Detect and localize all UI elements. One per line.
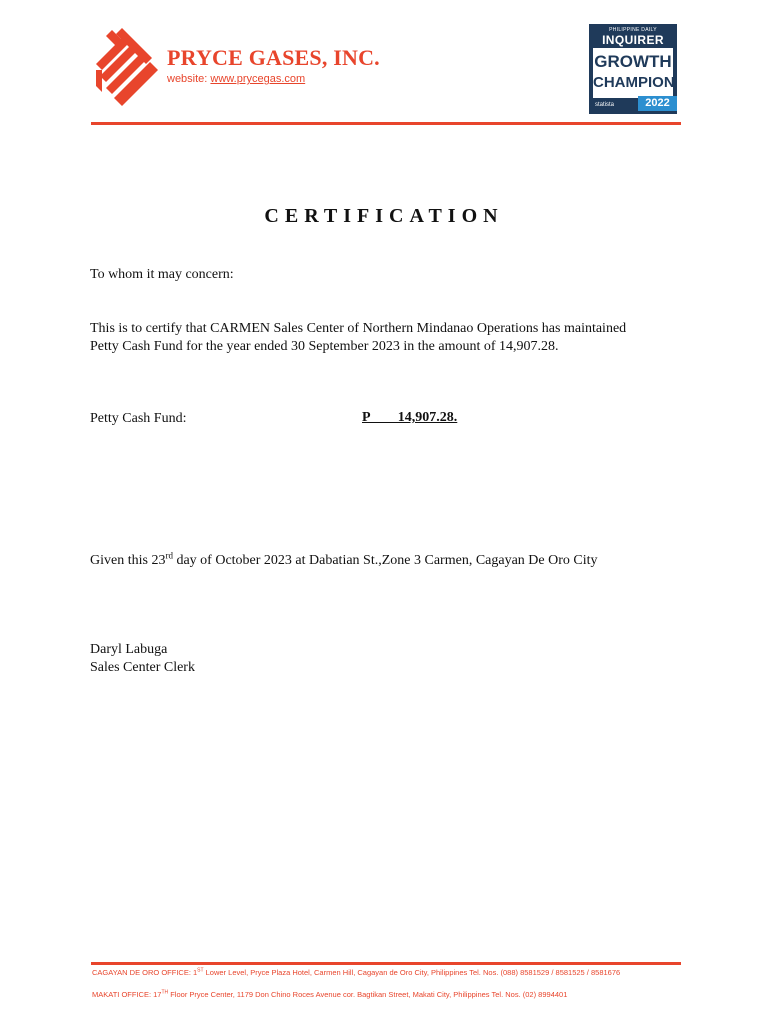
- given-suffix: day of October 2023 at Dabatian St.,Zone 3 Carmen, Cagayan De Oro City: [172, 553, 598, 568]
- badge-line1: GROWTH: [594, 52, 672, 71]
- cdo-prefix: CAGAYAN DE ORO OFFICE: 1: [92, 968, 198, 977]
- growth-champion-badge: [589, 24, 677, 114]
- footer-divider: [91, 962, 681, 965]
- badge-year: 2022: [638, 96, 677, 111]
- body-line-1: This is to certify that CARMEN Sales Center of Northern Mindanao Operations has maintained: [90, 321, 627, 336]
- badge-publisher-small: PHILIPPINE DAILY: [609, 27, 657, 33]
- header-divider: [91, 122, 681, 125]
- salutation: To whom it may concern:: [90, 267, 234, 282]
- makati-ordinal: TH: [161, 989, 169, 996]
- footer-cdo-address: [92, 968, 620, 977]
- website-link[interactable]: www.prycegas.com: [210, 73, 306, 85]
- company-website: [167, 73, 305, 85]
- fund-label: Petty Cash Fund:: [90, 411, 187, 426]
- given-prefix: Given this 23: [90, 553, 166, 568]
- company-name: PRYCE GASES, INC.: [167, 45, 380, 70]
- badge-panel: [593, 48, 673, 98]
- footer-makati-address: [92, 990, 567, 999]
- makati-prefix: MAKATI OFFICE: 17: [92, 990, 162, 999]
- website-label: website:: [167, 73, 208, 85]
- badge-publisher: INQUIRER: [602, 33, 664, 47]
- given-statement: [90, 552, 598, 570]
- makati-suffix: Floor Pryce Center, 1179 Don Chino Roces Avenue cor. Bagtikan Street, Makati City, Philippines Tel. Nos. (02) 8994401: [168, 990, 568, 999]
- cdo-ordinal: ST: [197, 967, 204, 974]
- signatory-title: Sales Center Clerk: [90, 660, 195, 675]
- fund-amount: P 14,907.28.: [362, 410, 458, 425]
- given-ordinal: rd: [165, 550, 173, 561]
- body-line-2: Petty Cash Fund for the year ended 30 September 2023 in the amount of 14,907.28.: [90, 339, 559, 354]
- badge-source: statista: [595, 102, 615, 108]
- cdo-suffix: Lower Level, Pryce Plaza Hotel, Carmen Hill, Cagayan de Oro City, Philippines Tel. Nos. (088) 8581529 / 8581525 / 8581676: [203, 968, 621, 977]
- pryce-logo-icon: [92, 26, 162, 116]
- signatory-name: Daryl Labuga: [90, 642, 168, 657]
- badge-line2: CHAMPION: [593, 74, 675, 91]
- document-title: CERTIFICATION: [264, 205, 504, 227]
